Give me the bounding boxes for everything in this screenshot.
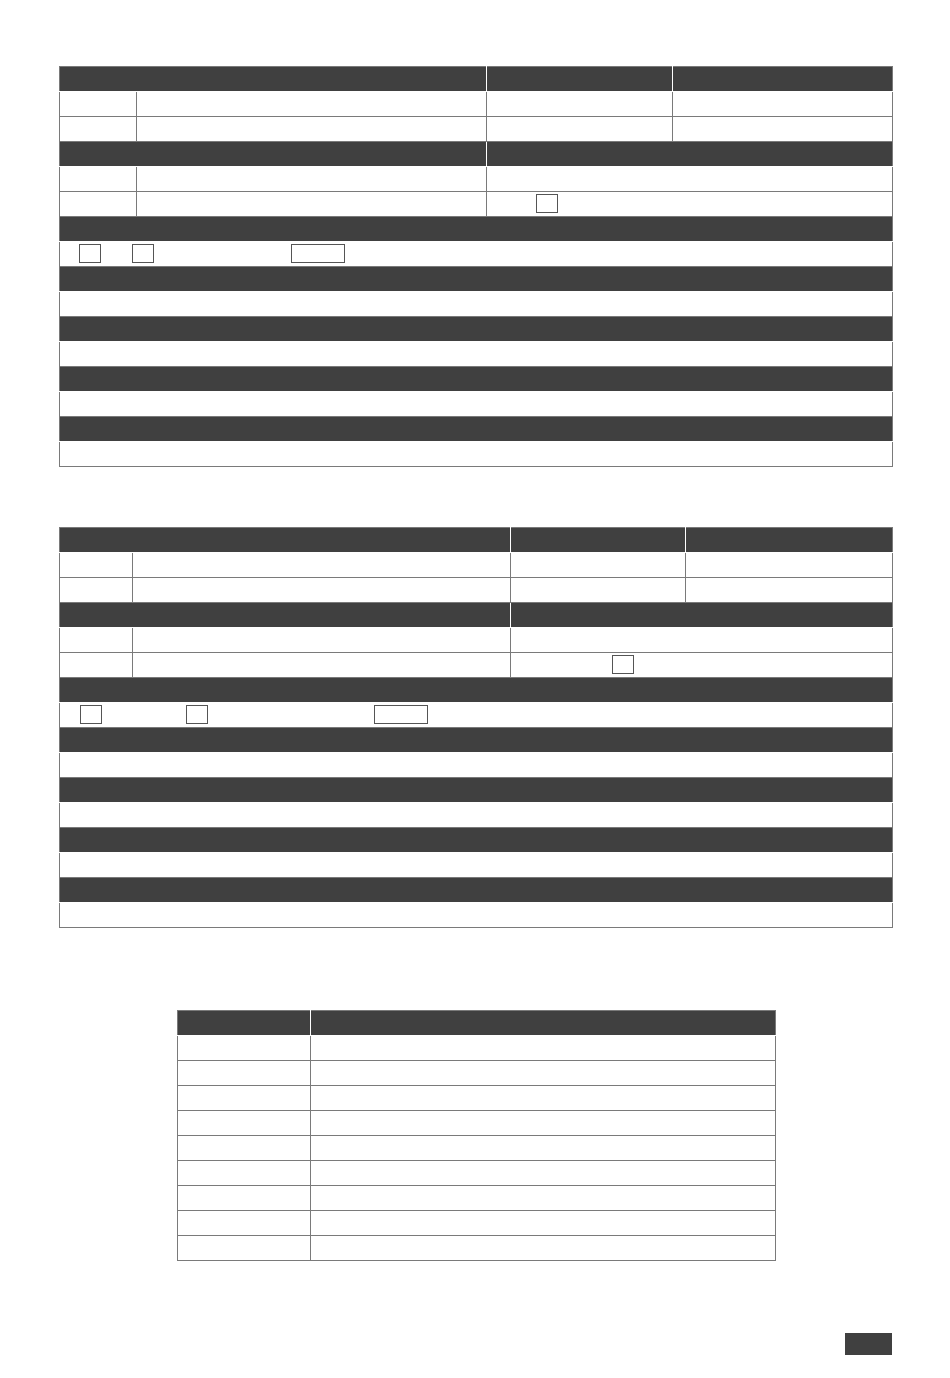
section-body-row	[60, 803, 893, 828]
section-body	[60, 753, 893, 778]
section-body	[60, 853, 893, 878]
section-body-row	[60, 853, 893, 878]
section-header-row	[60, 317, 893, 342]
table-row	[178, 1111, 776, 1136]
header-cell	[60, 142, 487, 167]
row-extra-cell	[686, 578, 893, 603]
table-row	[178, 1211, 776, 1236]
table-header-row	[60, 67, 893, 92]
table-row	[178, 1061, 776, 1086]
row-id-cell	[60, 578, 133, 603]
table-cell	[178, 1136, 311, 1161]
table-cell	[178, 1211, 311, 1236]
section-body-row	[60, 442, 893, 467]
header-cell	[511, 603, 893, 628]
header-cell	[311, 1011, 776, 1036]
table-cell	[311, 1136, 776, 1161]
table-row	[178, 1086, 776, 1111]
table-row	[60, 628, 893, 653]
table-cell	[311, 1061, 776, 1086]
row-desc-cell	[137, 117, 487, 142]
header-cell	[511, 528, 686, 553]
checkbox[interactable]	[132, 244, 154, 263]
checkbox[interactable]	[612, 655, 634, 674]
table-header-row	[60, 678, 893, 703]
table-cell	[178, 1161, 311, 1186]
row-desc-cell	[133, 628, 511, 653]
section-header	[60, 317, 893, 342]
row-desc-cell	[137, 167, 487, 192]
section-body	[60, 342, 893, 367]
table-cell	[178, 1061, 311, 1086]
page-number	[845, 1333, 892, 1355]
table-cell	[178, 1036, 311, 1061]
section-header	[60, 267, 893, 292]
header-cell	[60, 678, 893, 703]
checkbox[interactable]	[536, 194, 558, 213]
header-cell	[686, 528, 893, 553]
section-body-row	[60, 903, 893, 928]
table-row	[178, 1136, 776, 1161]
header-cell	[60, 67, 487, 92]
table-header-row	[60, 217, 893, 242]
row-value-cell	[487, 192, 893, 217]
section-header	[60, 828, 893, 853]
checkbox-row-cell	[60, 703, 893, 728]
table-row	[60, 578, 893, 603]
checkbox[interactable]	[186, 705, 208, 724]
row-desc-cell	[133, 653, 511, 678]
row-value-cell	[511, 578, 686, 603]
section-header-row	[60, 878, 893, 903]
row-id-cell	[60, 192, 137, 217]
spec-table-b	[59, 527, 893, 928]
table-row	[178, 1161, 776, 1186]
section-body-row	[60, 392, 893, 417]
row-extra-cell	[686, 553, 893, 578]
table-cell	[178, 1186, 311, 1211]
input-box[interactable]	[374, 705, 428, 724]
row-desc-cell	[133, 553, 511, 578]
section-header	[60, 367, 893, 392]
section-body	[60, 803, 893, 828]
section-header	[60, 878, 893, 903]
section-header-row	[60, 778, 893, 803]
checkbox[interactable]	[80, 705, 102, 724]
section-body-row	[60, 753, 893, 778]
section-header	[60, 417, 893, 442]
row-desc-cell	[137, 192, 487, 217]
row-desc-cell	[137, 92, 487, 117]
table-cell	[178, 1236, 311, 1261]
section-header-row	[60, 267, 893, 292]
table-row	[60, 92, 893, 117]
table-header-row	[60, 142, 893, 167]
table-row	[178, 1236, 776, 1261]
row-id-cell	[60, 167, 137, 192]
row-id-cell	[60, 653, 133, 678]
table-cell	[311, 1186, 776, 1211]
table-row	[60, 117, 893, 142]
section-body	[60, 442, 893, 467]
row-value-cell	[511, 628, 893, 653]
table-row	[178, 1036, 776, 1061]
header-cell	[673, 67, 893, 92]
section-body	[60, 903, 893, 928]
table-row	[60, 192, 893, 217]
row-value-cell	[487, 92, 673, 117]
row-value-cell	[511, 553, 686, 578]
table-cell	[311, 1211, 776, 1236]
header-cell	[487, 67, 673, 92]
row-desc-cell	[133, 578, 511, 603]
row-extra-cell	[673, 92, 893, 117]
row-value-cell	[487, 117, 673, 142]
row-extra-cell	[673, 117, 893, 142]
row-id-cell	[60, 553, 133, 578]
row-value-cell	[487, 167, 893, 192]
section-header	[60, 778, 893, 803]
table-cell	[311, 1036, 776, 1061]
row-id-cell	[60, 117, 137, 142]
header-cell	[60, 217, 893, 242]
table-row	[60, 167, 893, 192]
checkbox-row-cell	[60, 242, 893, 267]
section-header	[60, 728, 893, 753]
checkbox-row	[60, 703, 893, 728]
spec-table-a	[59, 66, 893, 467]
header-cell	[60, 528, 511, 553]
section-body-row	[60, 292, 893, 317]
header-cell	[178, 1011, 311, 1036]
section-header-row	[60, 828, 893, 853]
table-cell	[178, 1111, 311, 1136]
row-id-cell	[60, 92, 137, 117]
row-value-cell	[511, 653, 893, 678]
section-header-row	[60, 417, 893, 442]
checkbox[interactable]	[79, 244, 101, 263]
header-cell	[60, 603, 511, 628]
table-row	[60, 653, 893, 678]
table-cell	[178, 1086, 311, 1111]
table-header-row	[60, 603, 893, 628]
header-cell	[487, 142, 893, 167]
row-id-cell	[60, 628, 133, 653]
section-header-row	[60, 367, 893, 392]
section-body	[60, 292, 893, 317]
checkbox-row	[60, 242, 893, 267]
table-row	[60, 553, 893, 578]
table-cell	[311, 1161, 776, 1186]
table-cell	[311, 1111, 776, 1136]
table-row	[178, 1186, 776, 1211]
table-cell	[311, 1236, 776, 1261]
section-body-row	[60, 342, 893, 367]
input-box[interactable]	[291, 244, 345, 263]
parameter-table	[177, 1010, 776, 1261]
section-header-row	[60, 728, 893, 753]
table-header-row	[178, 1011, 776, 1036]
section-body	[60, 392, 893, 417]
table-header-row	[60, 528, 893, 553]
table-cell	[311, 1086, 776, 1111]
